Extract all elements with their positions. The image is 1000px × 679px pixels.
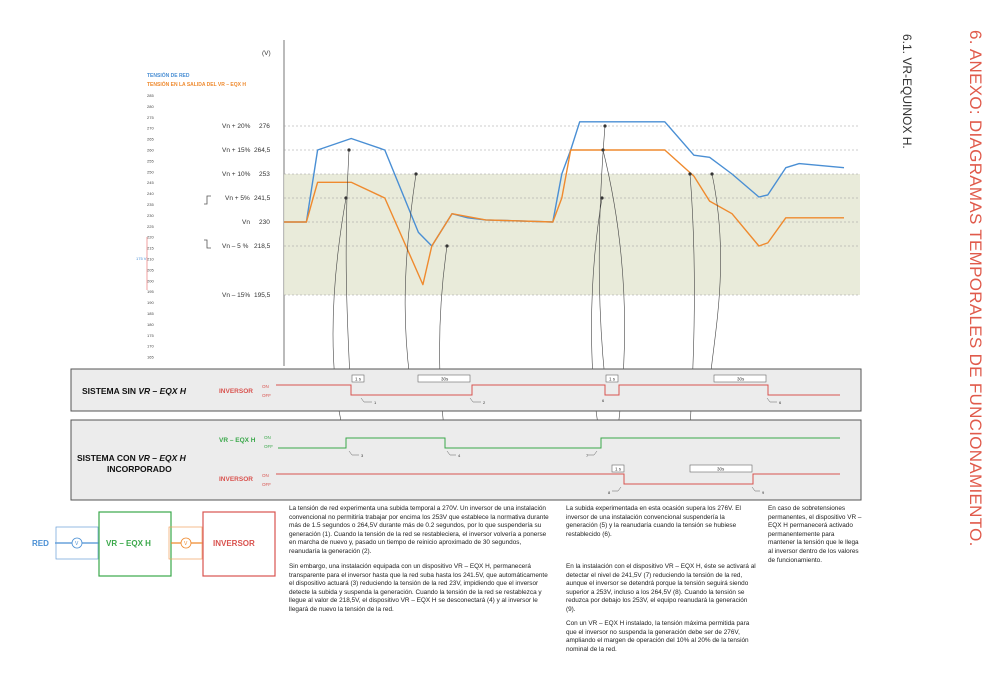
level-value: 253 <box>259 171 270 178</box>
svg-text:6: 6 <box>602 398 605 403</box>
level-name: Vn + 20% <box>222 123 251 130</box>
device-label: VR – EQX H <box>106 539 151 548</box>
legend-output-voltage: TENSIÓN EN LA SALIDA DEL VR – EQX H <box>147 82 246 88</box>
svg-text:4: 4 <box>458 453 461 458</box>
svg-text:9: 9 <box>762 490 765 495</box>
scale-tick: 225 <box>147 223 154 229</box>
voltage-scale <box>147 93 154 360</box>
explanation-paragraph-4: En la instalación con el dispositivo VR – EQX H, éste se activará al detectar el nivel de 241,5V (7) reduciendo la tensión de la red, aunque el inversor se detendrá porque la tensión seguirá siendo superior a 253V, incluso a los 264,5V (8). Cuando la tensión se reduzca por debajo los 253V, el equipo reanudará la generación (9). <box>566 563 756 613</box>
level-name: Vn + 15% <box>222 147 251 154</box>
on-label: ON <box>262 473 269 478</box>
section-title: 6. ANEXO: DIAGRAMAS TEMPORALES DE FUNCIONAMIENTO. <box>966 30 985 547</box>
svg-text:6: 6 <box>779 400 782 405</box>
scale-tick: 280 <box>147 103 154 109</box>
scale-side-label: 175 V <box>136 256 147 261</box>
step-up-icon <box>204 196 211 204</box>
scale-tick: 195 <box>147 289 154 295</box>
delay-short: 1 s <box>355 376 362 382</box>
level-name: Vn – 5 % <box>222 243 249 250</box>
scale-tick: 270 <box>147 125 154 131</box>
explanation-paragraph-6: En caso de sobretensiones permanentes, el dispositivo VR – EQX H permanecerá activado permanentemente para mantener la tensión que le llega al inversor dentro de los valores de funcionamiento. <box>768 505 862 564</box>
scale-tick: 230 <box>147 212 154 218</box>
block-diagram <box>32 512 275 576</box>
scale-tick: 260 <box>147 147 154 153</box>
scale-tick: 175 <box>147 332 154 338</box>
level-name: Vn – 15% <box>222 292 251 299</box>
off-label: OFF <box>262 482 271 487</box>
scale-tick: 170 <box>147 343 154 349</box>
off-label: OFF <box>262 393 271 398</box>
step-down-icon <box>204 240 211 248</box>
scale-tick: 255 <box>147 158 154 164</box>
scale-tick: 250 <box>147 169 154 175</box>
scale-tick: 245 <box>147 180 154 186</box>
panel-sin-title: SISTEMA SIN VR – EQX H <box>82 386 187 396</box>
level-value: 264,5 <box>254 147 271 154</box>
level-value: 195,5 <box>254 292 271 299</box>
scale-tick: 205 <box>147 267 154 273</box>
svg-text:1: 1 <box>374 400 377 405</box>
panel-con-inverter-label: INVERSOR <box>219 476 253 483</box>
explanation-paragraph-5: Con un VR – EQX H instalado, la tensión máxima permitida para que el inversor no suspenda la generación debe ser de 276V, ampliando el margen de operación del 10% al 20% de la tensión nominal de la red. <box>566 620 750 653</box>
on-label: ON <box>264 435 271 440</box>
scale-tick: 215 <box>147 245 154 251</box>
scale-tick: 235 <box>147 202 154 207</box>
delay-short: 1 s <box>609 376 616 382</box>
scale-tick: 180 <box>147 321 154 327</box>
panel-con-device-label: VR – EQX H <box>219 437 256 444</box>
level-value: 276 <box>259 123 270 130</box>
scale-tick: 285 <box>147 93 154 98</box>
svg-text:V: V <box>184 541 188 547</box>
level-value: 241,5 <box>254 195 271 202</box>
on-label: ON <box>262 384 269 389</box>
svg-text:8: 8 <box>608 490 611 495</box>
level-value: 218,5 <box>254 243 271 250</box>
svg-text:7: 7 <box>586 453 589 458</box>
panel-sin-inverter-label: INVERSOR <box>219 388 253 395</box>
svg-text:2: 2 <box>483 400 486 405</box>
svg-text:3: 3 <box>361 453 364 458</box>
explanation-paragraph-2: Sin embargo, una instalación equipada con un dispositivo VR – EQX H, permanecerá transparente para el inversor hasta que la red suba hasta los 241.5V, que automáticamente el dispositivo actuará (3) reduciendo la tensión de la red 23V, impidiendo que el inversor detecte la subida y suspenda la generación. Cuando la tensión de la red se restablezca y llegue al valor de 218,5V, el dispositivo VR – EQX H se desconectará (4) y al inversor le llegará de nuevo la tensión de la red. <box>289 563 548 613</box>
scale-tick: 190 <box>147 300 154 306</box>
scale-tick: 165 <box>147 354 154 360</box>
legend-grid-voltage: TENSIÓN DE RED <box>147 73 190 79</box>
delay-short: 1 s <box>615 466 622 472</box>
grid-label: RED <box>32 539 49 548</box>
delay-long: 30s <box>717 466 725 472</box>
explanation-paragraph-3: La subida experimentada en esta ocasión supera los 276V. El inversor de una instalación convencional suspendería la generación (5) y la reanudaría cuando la tensión se hubiese restablecido (6). <box>566 505 741 538</box>
level-name: Vn <box>242 219 250 226</box>
subsection-title: 6.1. VR-EQUINOX H. <box>900 34 914 149</box>
level-value: 230 <box>259 219 270 226</box>
scale-tick: 240 <box>147 191 154 197</box>
scale-tick: 210 <box>147 256 154 262</box>
svg-text:V: V <box>75 541 79 547</box>
scale-tick: 265 <box>147 136 154 142</box>
panel-con-title-line2: INCORPORADO <box>107 464 172 474</box>
delay-long: 30s <box>441 376 449 382</box>
explanation-paragraph-1: La tensión de red experimenta una subida temporal a 270V. Un inversor de una instalación convencional no permitiría trabajar por encima los 253V que establece la normativa durante más de 1.5 segundos o 264,5V durante más de 0.2 segundos, por lo que suspendería su generación (1). Cuando la tensión de la red se restableciera, el inversor volvería a ponerse en marcha de nuevo y, pasado un tiempo de reinicio aproximado de 30 segundos, reanudaría la generación (2). <box>289 505 549 555</box>
unit-label: (V) <box>262 50 271 57</box>
level-name: Vn + 10% <box>222 171 251 178</box>
inverter-label: INVERSOR <box>213 539 255 548</box>
scale-tick: 200 <box>147 278 154 284</box>
scale-tick: 275 <box>147 114 154 120</box>
scale-tick: 185 <box>147 311 154 316</box>
level-labels <box>222 123 271 299</box>
scale-tick: 220 <box>147 234 154 240</box>
panel-con-title: SISTEMA CON VR – EQX H <box>77 453 186 463</box>
panel-con <box>71 420 861 500</box>
level-name: Vn + 5% <box>225 195 250 202</box>
off-label: OFF <box>264 444 273 449</box>
delay-long: 30s <box>737 376 745 382</box>
